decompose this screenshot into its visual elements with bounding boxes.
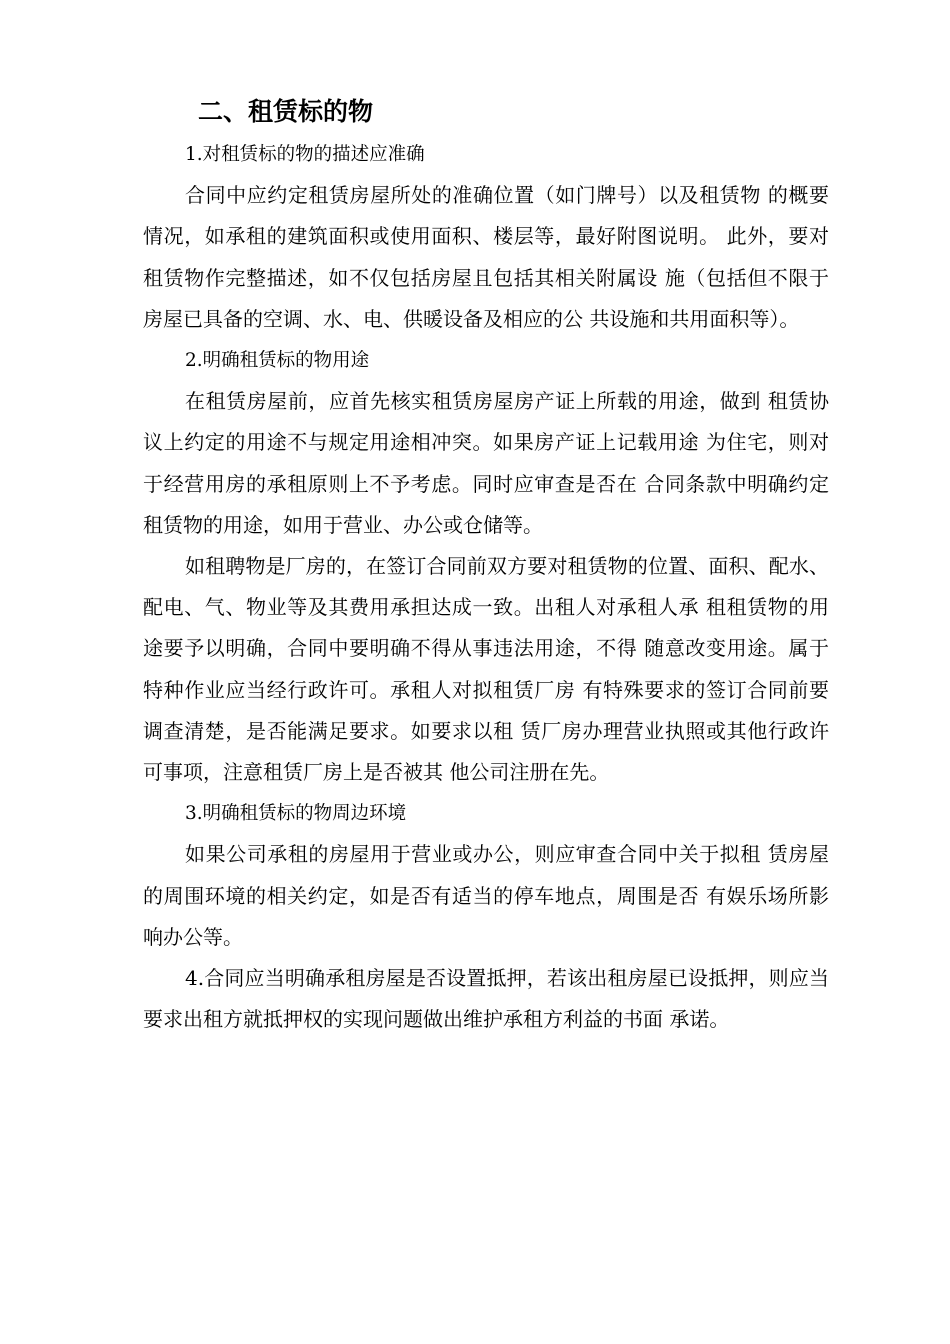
subheading-description-accuracy: 1.对租赁标的物的描述应准确 — [185, 144, 425, 165]
paragraph-usage: 在租赁房屋前，应首先核实租赁房屋房产证上所载的用途，做到 租赁协议上约定的用途不与规定用途相冲突。如果房产证上记载用途 为住宅，则对于经营用房的承租原则上不予考虑。同时应审查是否在 合同条款中明确约定租赁物的用途，如用于营业、办公或仓储等。 — [143, 389, 829, 537]
paragraph-environment: 如果公司承租的房屋用于营业或办公，则应审查合同中关于拟租 赁房屋的周围环境的相关约定，如是否有适当的停车地点，周围是否 有娱乐场所影响办公等。 — [143, 842, 829, 949]
section-heading: 二、租赁标的物 — [198, 97, 374, 126]
section-body — [143, 134, 829, 1040]
paragraph-mortgage: 4.合同应当明确承租房屋是否设置抵押，若该出租房屋已设抵押，则应当要求出租方就抵押权的实现问题做出维护承租方利益的书面 承诺。 — [143, 966, 829, 1032]
paragraph-factory-lease: 如租聘物是厂房的，在签订合同前双方要对租赁物的位置、面积、配水、配电、气、物业等及其费用承担达成一致。出租人对承租人承 租租赁物的用途要予以明确，合同中要明确不得从事违法用途，不得 随意改变用途。属于特种作业应当经行政许可。承租人对拟租赁厂房 有特殊要求的签订合同前要调查清楚，是否能满足要求。如要求以租 赁厂房办理营业执照或其他行政许可事项，注意租赁厂房上是否被其 他公司注册在先。 — [143, 554, 829, 785]
subheading-usage: 2.明确租赁标的物用途 — [185, 350, 370, 372]
subheading-environment: 3.明确租赁标的物周边环境 — [185, 803, 407, 825]
paragraph-description-accuracy: 合同中应约定租赁房屋所处的准确位置（如门牌号）以及租赁物 的概要情况，如承租的建筑面积或使用面积、楼层等，最好附图说明。 此外，要对租赁物作完整描述，如不仅包括房屋且包括其相关附属设 施（包括但不限于房屋已具备的空调、水、电、供暖设备及相应的公 共设施和共用面积等）。 — [143, 183, 829, 331]
